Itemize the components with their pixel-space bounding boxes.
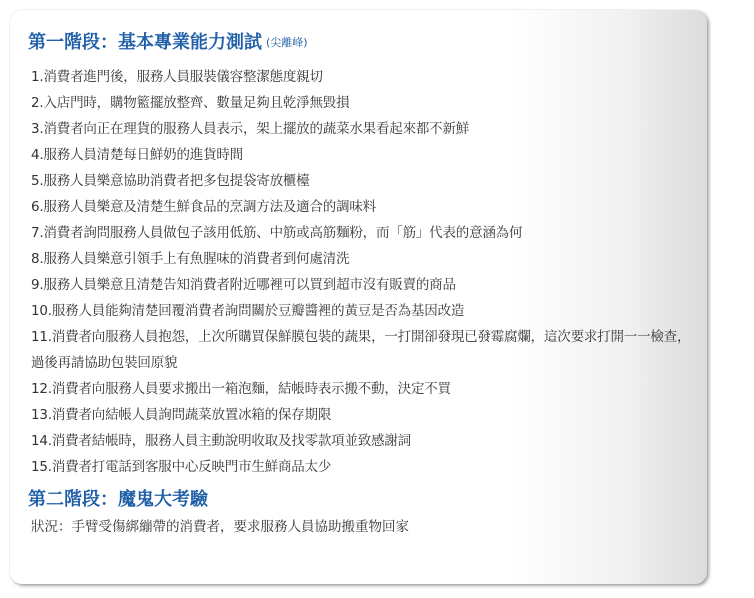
list-item: 15.消費者打電話到客服中心反映門市生鮮商品太少: [31, 459, 332, 475]
list-item: 10.服務人員能夠清楚回覆消費者詢問關於豆瓣醬裡的黃豆是否為基因改造: [31, 303, 465, 319]
stage2-heading: 第二階段：魔鬼大考驗: [28, 489, 208, 510]
list-item: 1.消費者進門後，服務人員服裝儀容整潔態度親切: [31, 69, 323, 85]
stage1-item-list: [31, 64, 691, 480]
list-item: 8.服務人員樂意引領手上有魚腥味的消費者到何處清洗: [31, 251, 350, 267]
stage2-scenario-text: 狀況：手臂受傷綁繃帶的消費者，要求服務人員協助搬重物回家: [31, 519, 409, 535]
stage1-title: 第一階段：基本專業能力測試: [28, 32, 262, 53]
list-item: 4.服務人員清楚每日鮮奶的進貨時間: [31, 147, 243, 163]
list-item: 14.消費者結帳時，服務人員主動說明收取及找零款項並致感謝詞: [31, 433, 411, 449]
list-item: 6.服務人員樂意及清楚生鮮食品的烹調方法及適合的調味料: [31, 199, 376, 215]
list-item: 9.服務人員樂意且清楚告知消費者附近哪裡可以買到超市沒有販賣的商品: [31, 277, 456, 293]
list-item: 5.服務人員樂意協助消費者把多包提袋寄放櫃檯: [31, 173, 310, 189]
stage1-heading: [28, 32, 308, 54]
list-item: 13.消費者向結帳人員詢問蔬菜放置冰箱的保存期限: [31, 407, 332, 423]
list-item: 3.消費者向正在理貨的服務人員表示，架上擺放的蔬菜水果看起來都不新鮮: [31, 121, 470, 137]
list-item: 12.消費者向服務人員要求搬出一箱泡麵，結帳時表示搬不動，決定不買: [31, 381, 451, 397]
list-item: 2.入店門時，購物籃擺放整齊、數量足夠且乾淨無毀損: [31, 95, 350, 111]
list-item: 11.消費者向服務人員抱怨，上次所購買保鮮膜包裝的蔬果，一打開卻發現已發霉腐爛，這次要求打開一一檢查，過後再請協助包裝回原貌: [31, 329, 691, 371]
stage1-note: (尖離峰): [266, 36, 308, 49]
list-item: 7.消費者詢問服務人員做包子該用低筋、中筋或高筋麵粉，而「筋」代表的意涵為何: [31, 225, 523, 241]
